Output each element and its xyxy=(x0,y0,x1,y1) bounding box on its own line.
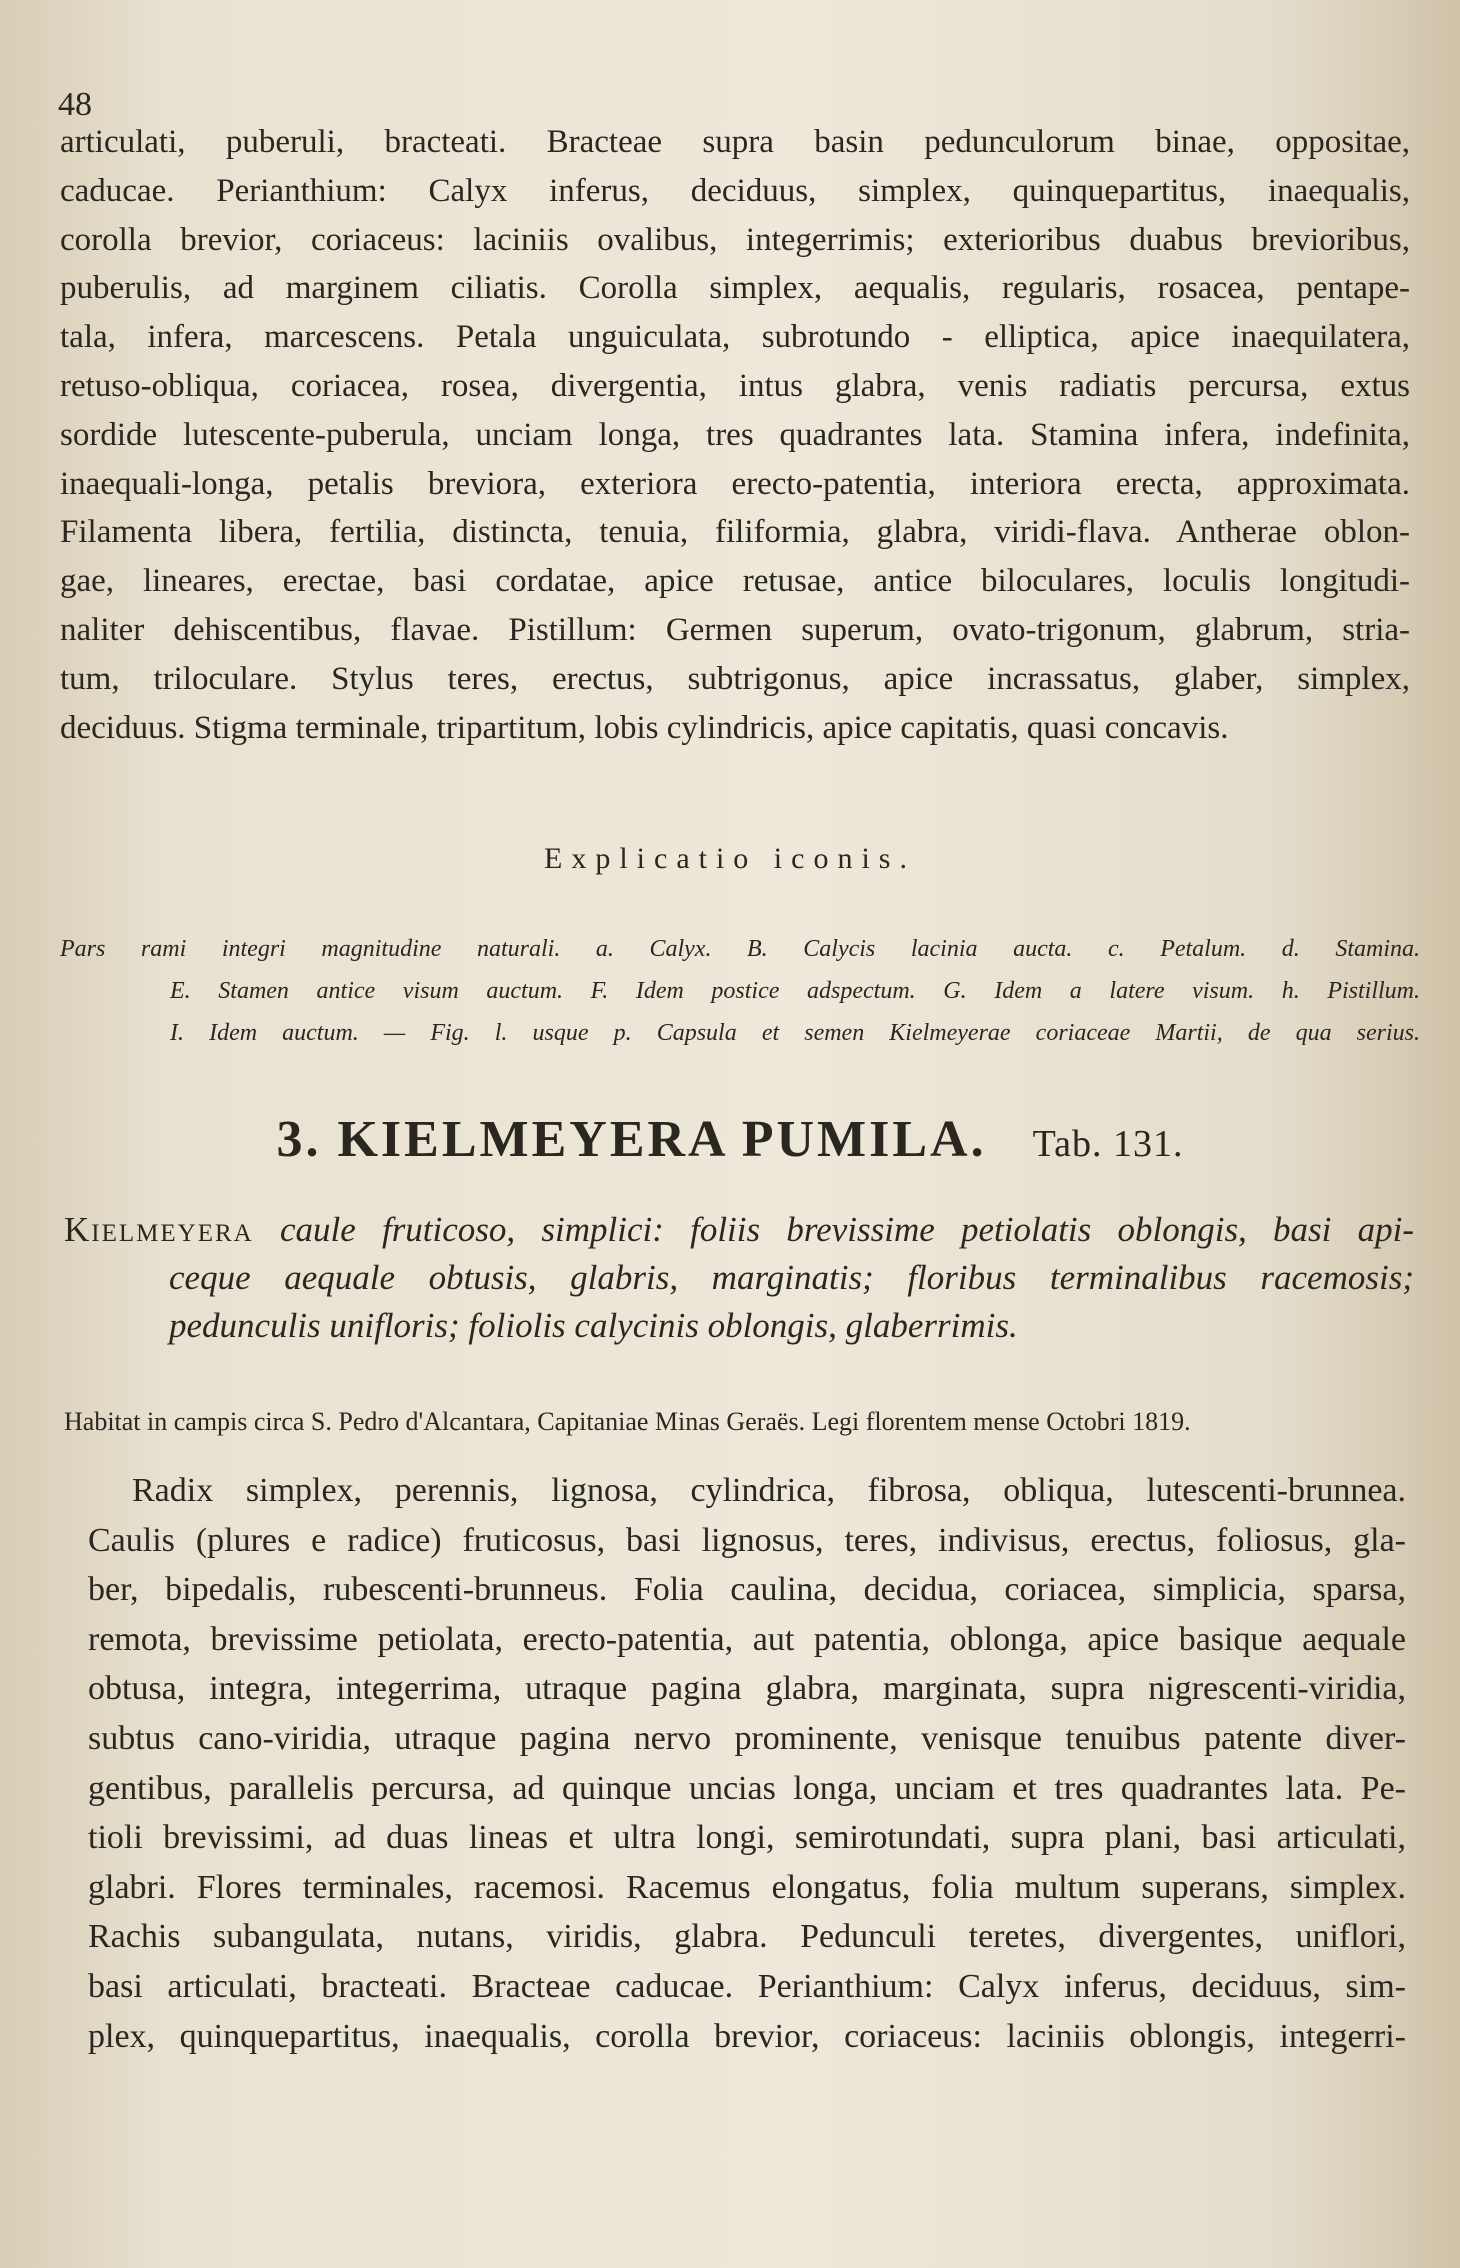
text-line: retuso-obliqua, coriacea, rosea, divergentia, intus glabra, venis radiatis percursa, extus xyxy=(60,367,1410,404)
text-line: caducae. Perianthium: Calyx inferus, deciduus, simplex, quinquepartitus, inaequalis, xyxy=(60,172,1410,209)
text-line: corolla brevior, coriaceus: laciniis ovalibus, integerrimis; exterioribus duabus brevioribus, xyxy=(60,221,1410,258)
species-name: KIELMEYERA PUMILA. xyxy=(337,1111,987,1168)
text-line: tioli brevissimi, ad duas lineas et ultra longi, semirotundati, supra plani, basi articulati, xyxy=(88,1819,1406,1857)
text-line: gae, lineares, erectae, basi cordatae, apice retusae, antice biloculares, loculis longitudi- xyxy=(60,563,1410,600)
species-number: 3. xyxy=(276,1111,322,1168)
diagnosis-text: caule fruticoso, simplici: foliis brevissime petiolatis oblongis, basi api- xyxy=(279,1210,1415,1249)
species-diagnosis xyxy=(64,1206,1414,1350)
explanation-line: E. Stamen antice visum auctum. F. Idem postice adspectum. G. Idem a latere visum. h. Pistillum. xyxy=(170,978,1420,1004)
text-line: sordide lutescente-puberula, unciam longa, tres quadrantes lata. Stamina infera, indefinita, xyxy=(60,416,1410,453)
text-line: inaequali-longa, petalis breviora, exteriora erecto-patentia, interiora erecta, approximata. xyxy=(60,465,1410,502)
text-line: gentibus, parallelis percursa, ad quinque uncias longa, unciam et tres quadrantes lata. Pe- xyxy=(88,1769,1406,1807)
text-line: remota, brevissime petiolata, erecto-patentia, aut patentia, oblonga, apice basique aequale xyxy=(88,1620,1406,1658)
genus-name: Kielmeyera xyxy=(64,1210,254,1249)
text-line: Rachis subangulata, nutans, viridis, glabra. Pedunculi teretes, divergentes, uniflori, xyxy=(88,1918,1406,1956)
text-line: glabri. Flores terminales, racemosi. Racemus elongatus, folia multum superans, simplex. xyxy=(88,1868,1406,1906)
diagnosis-line: pedunculis unifloris; foliolis calycinis oblongis, glaberrimis. xyxy=(169,1306,1018,1345)
page-number: 48 xyxy=(58,86,92,123)
text-line: ber, bipedalis, rubescenti-brunneus. Folia caulina, decidua, coriacea, simplicia, sparsa, xyxy=(88,1571,1406,1609)
diagnosis-line: ceque aequale obtusis, glabris, marginatis; floribus terminalibus racemosis; xyxy=(169,1258,1414,1297)
species-title xyxy=(0,1110,1460,1169)
text-line: articulati, puberuli, bracteati. Bracteae supra basin pedunculorum binae, oppositae, xyxy=(60,124,1410,160)
text-line: Caulis (plures e radice) fruticosus, basi lignosus, teres, indivisus, erectus, foliosus, gla- xyxy=(88,1521,1406,1559)
explicatio-heading: Explicatio iconis. xyxy=(544,842,916,875)
text-line: basi articulati, bracteati. Bracteae caducae. Perianthium: Calyx inferus, deciduus, sim- xyxy=(88,1967,1406,2005)
plate-reference: Tab. 131. xyxy=(1032,1123,1184,1165)
text-line: deciduus. Stigma terminale, tripartitum, lobis cylindricis, apice capitatis, quasi concavis. xyxy=(60,709,1229,746)
text-line: puberulis, ad marginem ciliatis. Corolla simplex, aequalis, regularis, rosacea, pentape- xyxy=(60,270,1410,307)
text-line: subtus cano-viridia, utraque pagina nervo prominente, venisque tenuibus patente diver- xyxy=(88,1719,1406,1757)
text-line: Filamenta libera, fertilia, distincta, tenuia, filiformia, glabra, viridi-flava. Antherae oblon- xyxy=(60,514,1410,551)
text-line: naliter dehiscentibus, flavae. Pistillum: Germen superum, ovato-trigonum, glabrum, stria- xyxy=(60,611,1410,648)
text-line: tala, infera, marcescens. Petala unguiculata, subrotundo - elliptica, apice inaequilatera, xyxy=(60,319,1410,356)
text-line: tum, triloculare. Stylus teres, erectus, subtrigonus, apice incrassatus, glaber, simplex, xyxy=(60,660,1410,697)
habitat-note: Habitat in campis circa S. Pedro d'Alcantara, Capitaniae Minas Geraës. Legi florentem mense Octobri 1819. xyxy=(64,1407,1191,1436)
description-paragraph xyxy=(60,118,1410,752)
text-line: plex, quinquepartitus, inaequalis, corolla brevior, coriaceus: laciniis oblongis, integerri- xyxy=(88,2017,1406,2055)
explanation-line: Pars rami integri magnitudine naturali. a. Calyx. B. Calycis lacinia aucta. c. Petalum. d. Stamina. xyxy=(60,936,1420,962)
text-line: Radix simplex, perennis, lignosa, cylindrica, fibrosa, obliqua, lutescenti-brunnea. xyxy=(132,1472,1406,1509)
species-description xyxy=(88,1466,1406,2061)
diagnosis-line xyxy=(64,1206,1414,1254)
text-line: obtusa, integra, integerrima, utraque pagina glabra, marginata, supra nigrescenti-viridia, xyxy=(88,1670,1406,1708)
figure-explanation xyxy=(60,928,1420,1054)
explanation-line: I. Idem auctum. — Fig. l. usque p. Capsula et semen Kielmeyerae coriaceae Martii, de qua serius. xyxy=(170,1020,1420,1046)
